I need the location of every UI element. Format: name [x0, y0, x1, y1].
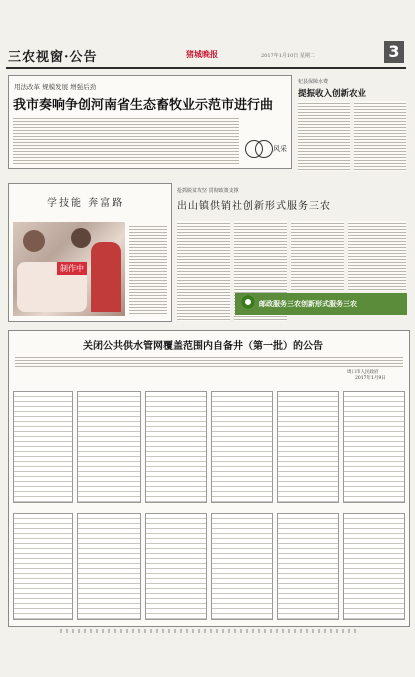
table-6 — [343, 391, 405, 503]
middle-kicker: 抢抓脱贫攻坚 贯彻政策支撑 — [177, 188, 239, 194]
top-article — [8, 75, 292, 169]
banner — [235, 293, 407, 315]
notice-date: 2017年1月9日 — [355, 376, 386, 381]
side-headline: 提振收入创新农业 — [298, 89, 367, 99]
table-12 — [343, 513, 405, 620]
slogan: 学技能 奔富路 — [47, 198, 125, 209]
table-4 — [211, 391, 273, 503]
photo-caption: 制作中 — [57, 262, 87, 275]
notice-section — [8, 330, 410, 627]
page-header — [6, 42, 406, 69]
table-10 — [211, 513, 273, 620]
top-body — [13, 116, 239, 164]
notice-intro — [15, 355, 403, 367]
page-number: 3 — [384, 41, 404, 63]
side-kicker: 杞县保障水费 — [298, 79, 329, 85]
middle-body-4 — [348, 221, 406, 291]
photo-block-text — [129, 224, 167, 316]
notice-headline: 关闭公共供水管网覆盖范围内自备井（第一批）的公告 — [83, 341, 323, 352]
issue-date: 2017年1月10日 星期二 — [261, 53, 315, 59]
table-8 — [77, 513, 141, 620]
footer-ornament — [60, 629, 360, 633]
middle-article — [175, 183, 408, 323]
table-1 — [13, 391, 73, 503]
top-headline: 我市奏响争创河南省生态畜牧业示范市进行曲 — [13, 98, 274, 113]
paper-logo: 猪城晚报 — [186, 49, 218, 59]
side-body-1 — [298, 101, 350, 171]
middle-headline: 出山镇供销社创新形式服务三农 — [177, 201, 331, 212]
table-7 — [13, 513, 73, 620]
notice-issuer: 周口市人民政府 — [347, 370, 379, 375]
table-3 — [145, 391, 207, 503]
top-badge-text: 风采 — [273, 145, 287, 153]
section-title: 三农视窗·公告 — [8, 50, 98, 65]
table-11 — [277, 513, 339, 620]
photo-block — [8, 183, 172, 322]
table-5 — [277, 391, 339, 503]
side-body-2 — [354, 101, 406, 171]
table-9 — [145, 513, 207, 620]
top-badge — [245, 140, 285, 158]
clover-icon — [241, 295, 255, 309]
side-article — [296, 75, 408, 175]
table-2 — [77, 391, 141, 503]
middle-body-3 — [291, 221, 344, 291]
news-photo — [13, 222, 125, 316]
middle-body-1 — [177, 221, 230, 321]
top-kicker: 用法改革 规模发展 增强后劲 — [14, 83, 97, 91]
banner-text: 邮政服务三农创新形式服务三农 — [259, 299, 357, 308]
